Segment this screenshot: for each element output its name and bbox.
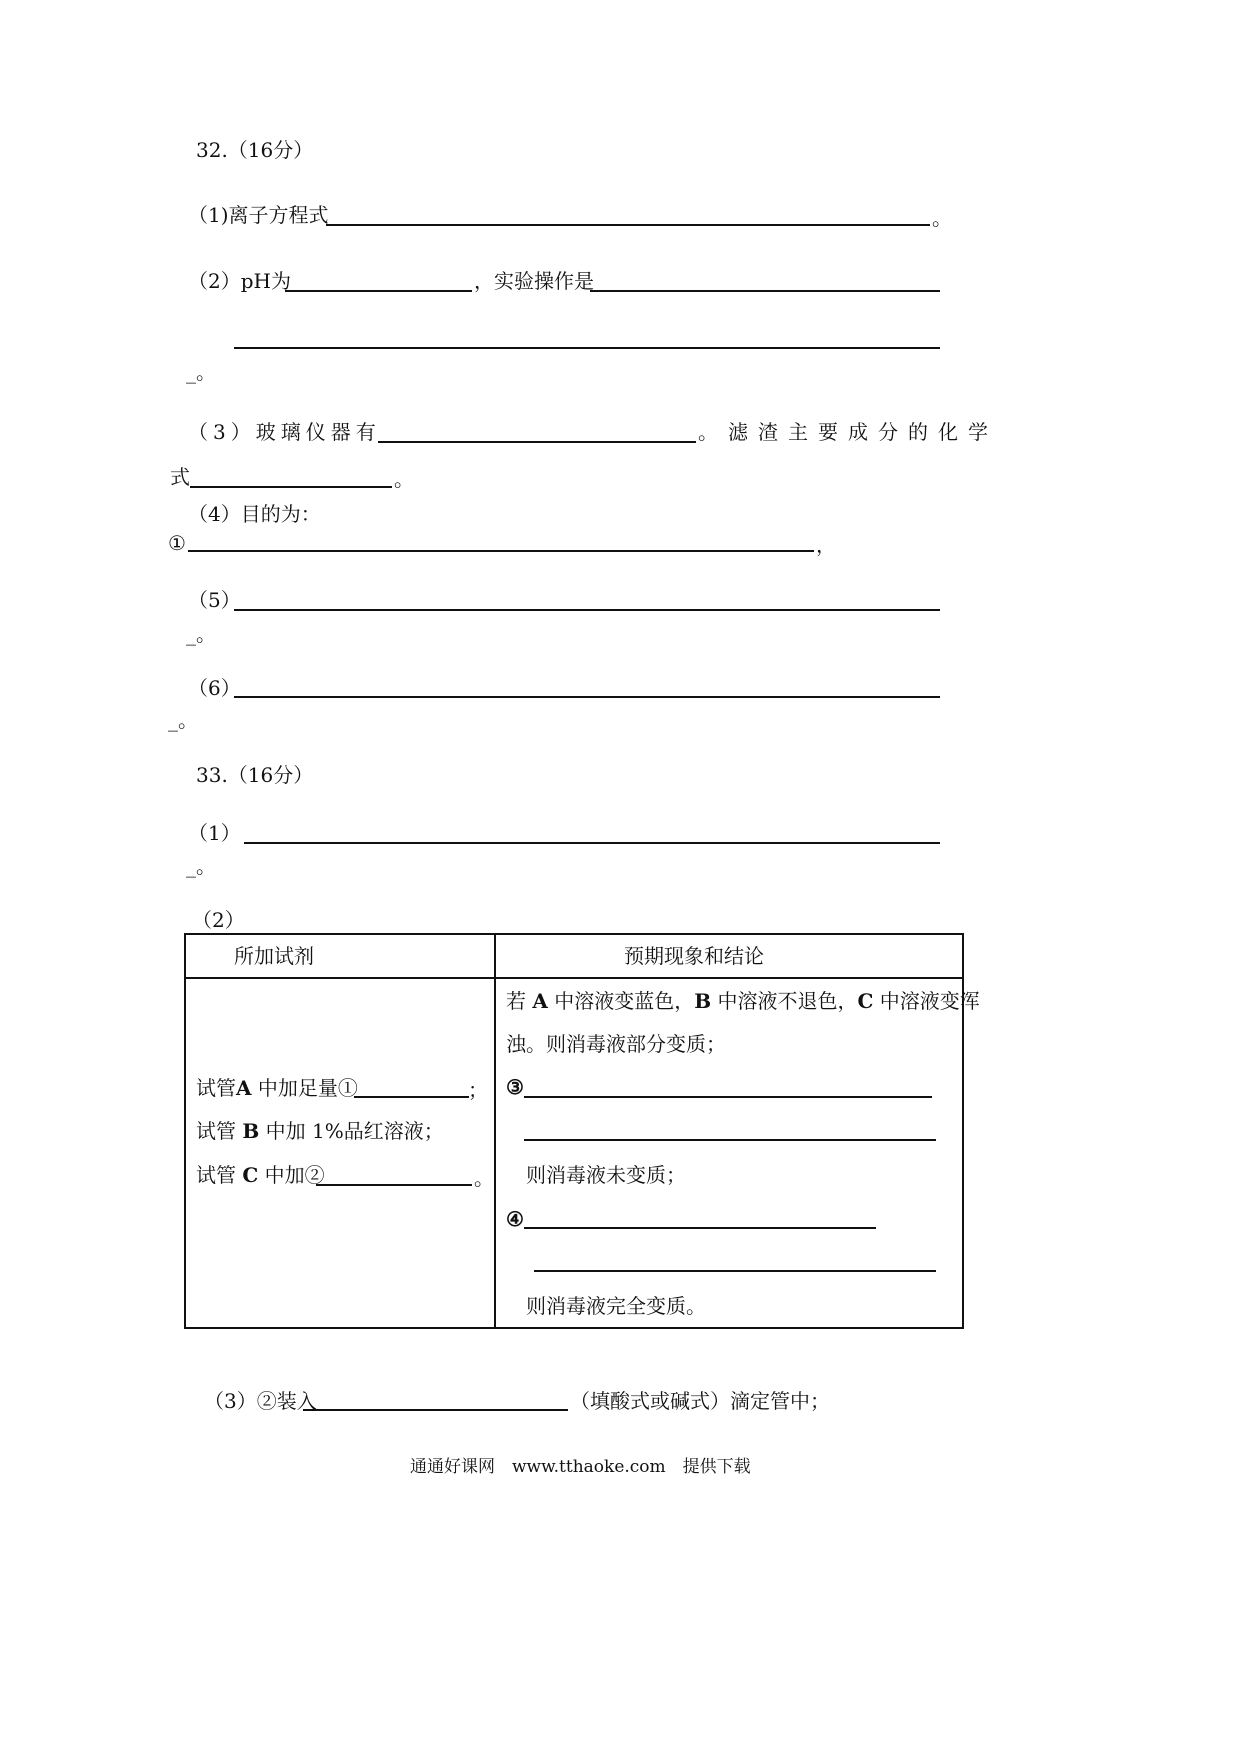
- table-left-row-a-end: ；: [468, 1078, 488, 1102]
- table-column-divider: [494, 933, 496, 1327]
- q33-p2-label: （2）: [192, 908, 245, 932]
- table-right-circle-3: ③: [506, 1075, 524, 1099]
- q33-p1-end: _。: [186, 854, 216, 878]
- q32-title: 32.（16分）: [196, 138, 314, 162]
- table-reagent-blank-2[interactable]: [316, 1184, 472, 1186]
- table-reagent-blank-1[interactable]: [354, 1096, 469, 1098]
- q32-p3-mid: 。滤渣主要成分的化学: [698, 420, 998, 444]
- table-result-blank-4a[interactable]: [524, 1227, 876, 1229]
- q32-p3-label: （3）玻璃仪器有: [188, 420, 381, 444]
- table-result-blank-3b[interactable]: [524, 1139, 936, 1141]
- table-left-row-b: 试管 B 中加 1%品红溶液；: [196, 1119, 444, 1143]
- q32-p6-end: _。: [168, 708, 198, 732]
- q32-p3-end: 。: [394, 467, 414, 491]
- q32-p3-formula-label: 式: [170, 465, 190, 489]
- q32-p2-mid: ，实验操作是: [474, 269, 594, 293]
- q32-p4-label: （4）目的为：: [188, 502, 321, 526]
- q33-title: 33.（16分）: [196, 763, 314, 787]
- table-right-circle-4: ④: [506, 1207, 524, 1231]
- table-right-row-1: 若 A 中溶液变蓝色，B 中溶液不退色，C 中溶液变浑: [506, 989, 980, 1013]
- page-footer: 通通好课网 www.tthaoke.com 提供下载: [410, 1457, 751, 1477]
- table-header-reagent: 所加试剂: [234, 944, 314, 968]
- q33-p3-end: （填酸式或碱式）滴定管中；: [570, 1389, 830, 1413]
- q32-p2-ph-blank[interactable]: [285, 290, 472, 292]
- table-left-row-a: 试管A 中加足量①: [196, 1076, 358, 1100]
- q32-p3-formula-blank[interactable]: [190, 486, 392, 488]
- q32-p4-circle-1: ①: [168, 531, 186, 555]
- q32-p4-blank[interactable]: [188, 550, 814, 552]
- q32-p3-glass-blank[interactable]: [378, 441, 696, 443]
- q33-p1-label: （1）: [188, 821, 241, 845]
- q33-p3-label: （3）②装入: [204, 1389, 317, 1413]
- q33-p3-burette-blank[interactable]: [303, 1409, 568, 1411]
- q32-p5-blank[interactable]: [234, 609, 940, 611]
- q32-p6-label: （6）: [188, 676, 241, 700]
- q32-p5-label: （5）: [188, 588, 241, 612]
- table-header-divider: [184, 977, 962, 979]
- q32-p2-operation-blank-1[interactable]: [590, 290, 940, 292]
- q32-p1-label: （1)离子方程式: [188, 203, 329, 227]
- q32-p2-label: （2）pH为: [188, 269, 291, 293]
- q33-p1-blank[interactable]: [244, 842, 940, 844]
- q32-p1-blank[interactable]: [326, 224, 930, 226]
- table-left-row-c: 试管 C 中加②: [196, 1163, 325, 1187]
- q32-p2-end: _。: [186, 360, 216, 384]
- table-result-blank-4b[interactable]: [534, 1270, 936, 1272]
- q32-p5-end: _。: [186, 622, 216, 646]
- q32-p4-end: ，: [816, 533, 836, 557]
- table-right-row-6: 则消毒液完全变质。: [526, 1294, 706, 1318]
- table-left-row-c-end: 。: [474, 1166, 494, 1190]
- q32-p2-operation-blank-2[interactable]: [234, 347, 940, 349]
- q32-p1-end: 。: [932, 206, 952, 230]
- q32-p6-blank[interactable]: [234, 696, 940, 698]
- table-result-blank-3a[interactable]: [524, 1096, 932, 1098]
- table-header-result: 预期现象和结论: [624, 944, 764, 968]
- table-right-row-2: 浊。则消毒液部分变质；: [506, 1032, 726, 1056]
- table-right-row-4: 则消毒液未变质；: [526, 1163, 686, 1187]
